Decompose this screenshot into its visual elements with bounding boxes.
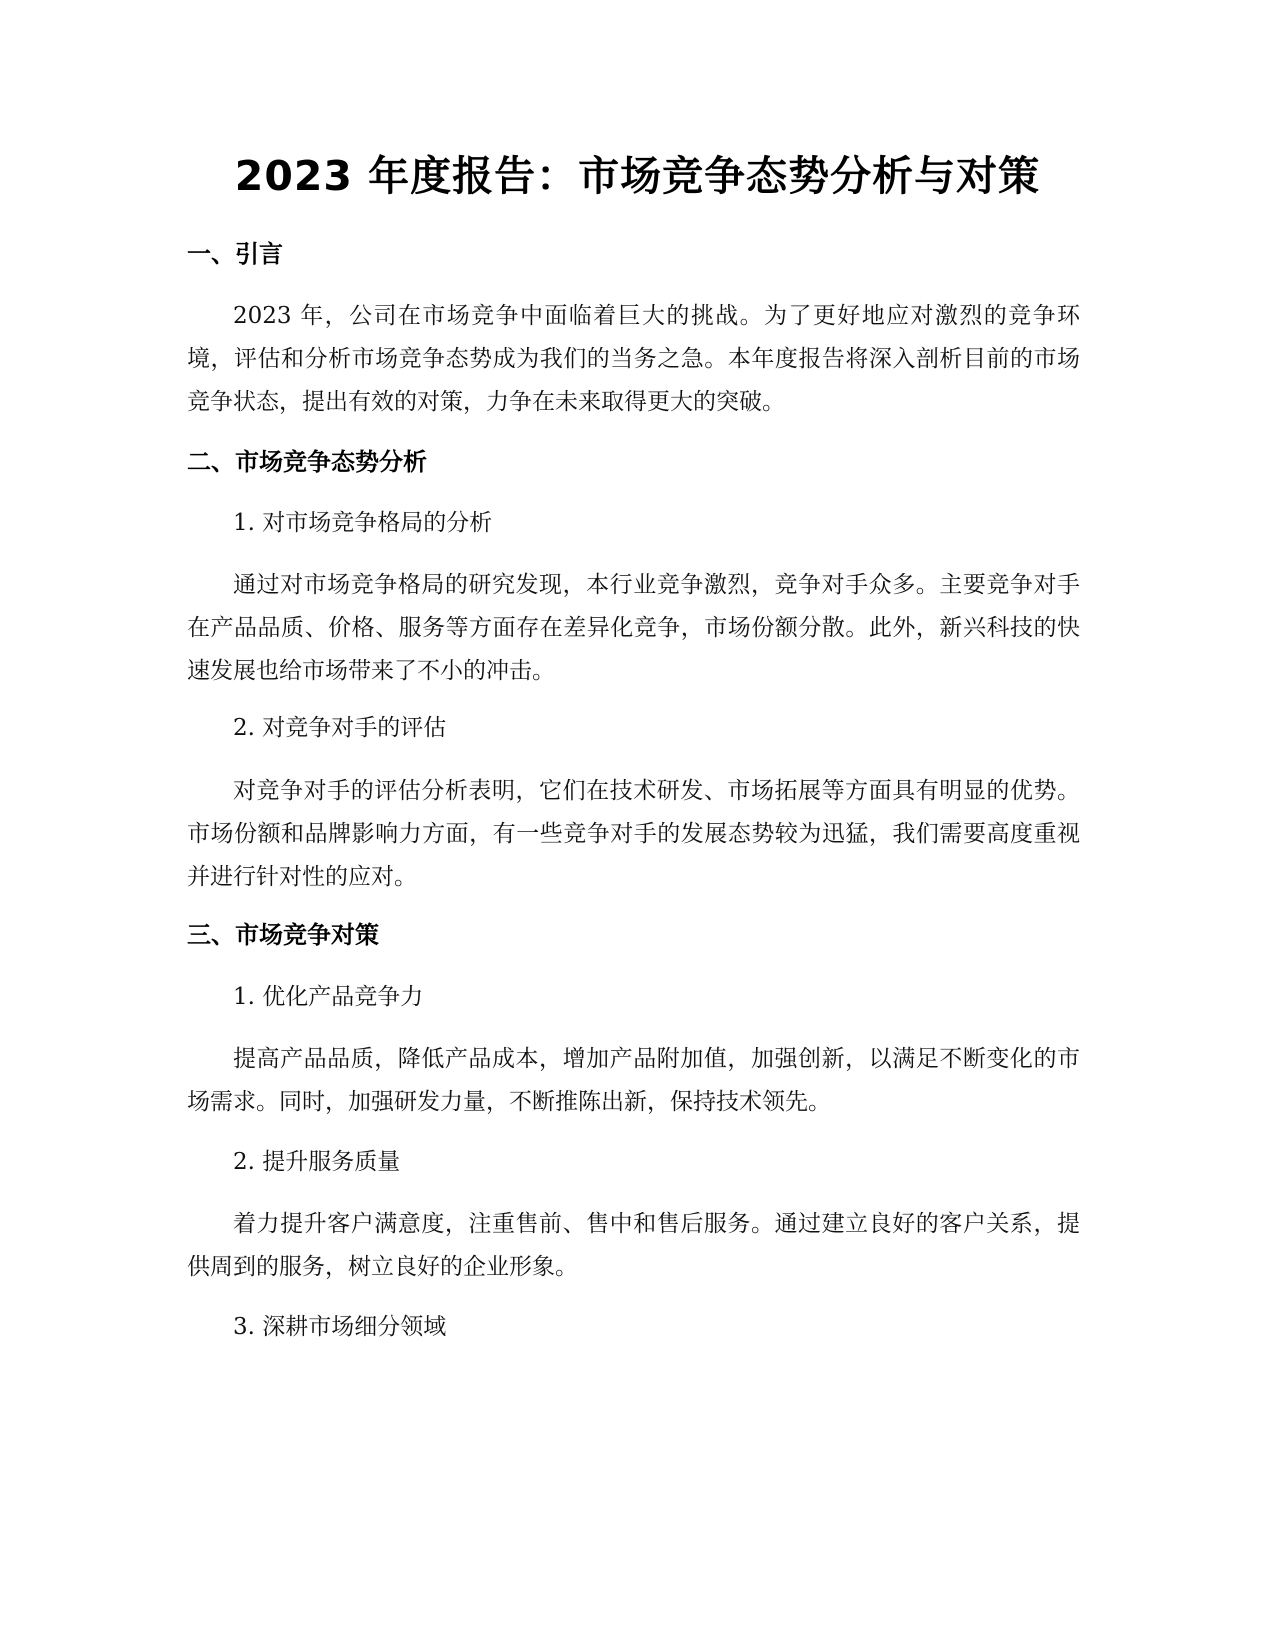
section-heading-introduction: 一、引言 (187, 240, 283, 268)
competitor-assessment-paragraph: 对竞争对手的评估分析表明，它们在技术研发、市场拓展等方面具有明显的优势。市场份额和品牌影响力方面，有一些竞争对手的发展态势较为迅猛，我们需要高度重视并进行针对性的应对。 (187, 778, 1080, 890)
subheading-competition-landscape: 1. 对市场竞争格局的分析 (233, 510, 493, 536)
section-heading-analysis: 二、市场竞争态势分析 (187, 448, 427, 476)
page-title: 2023 年度报告：市场竞争态势分析与对策 (234, 152, 1041, 200)
subheading-product-competitiveness: 1. 优化产品竞争力 (233, 984, 424, 1010)
product-competitiveness-paragraph: 提高产品品质，降低产品成本，增加产品附加值，加强创新，以满足不断变化的市场需求。同时，加强研发力量，不断推陈出新，保持技术领先。 (187, 1046, 1080, 1115)
subheading-market-segments: 3. 深耕市场细分领域 (233, 1314, 447, 1340)
section-heading-countermeasures: 三、市场竞争对策 (187, 921, 379, 949)
competition-landscape-paragraph: 通过对市场竞争格局的研究发现，本行业竞争激烈，竞争对手众多。主要竞争对手在产品品质、价格、服务等方面存在差异化竞争，市场份额分散。此外，新兴科技的快速发展也给市场带来了不小的冲击。 (187, 572, 1080, 684)
subheading-service-quality: 2. 提升服务质量 (233, 1149, 401, 1175)
introduction-paragraph: 2023 年，公司在市场竞争中面临着巨大的挑战。为了更好地应对激烈的竞争环境，评估和分析市场竞争态势成为我们的当务之急。本年度报告将深入剖析目前的市场竞争状态，提出有效的对策，力争在未来取得更大的突破。 (187, 303, 1080, 415)
service-quality-paragraph: 着力提升客户满意度，注重售前、售中和售后服务。通过建立良好的客户关系，提供周到的服务，树立良好的企业形象。 (187, 1211, 1080, 1280)
subheading-competitor-assessment: 2. 对竞争对手的评估 (233, 715, 447, 741)
